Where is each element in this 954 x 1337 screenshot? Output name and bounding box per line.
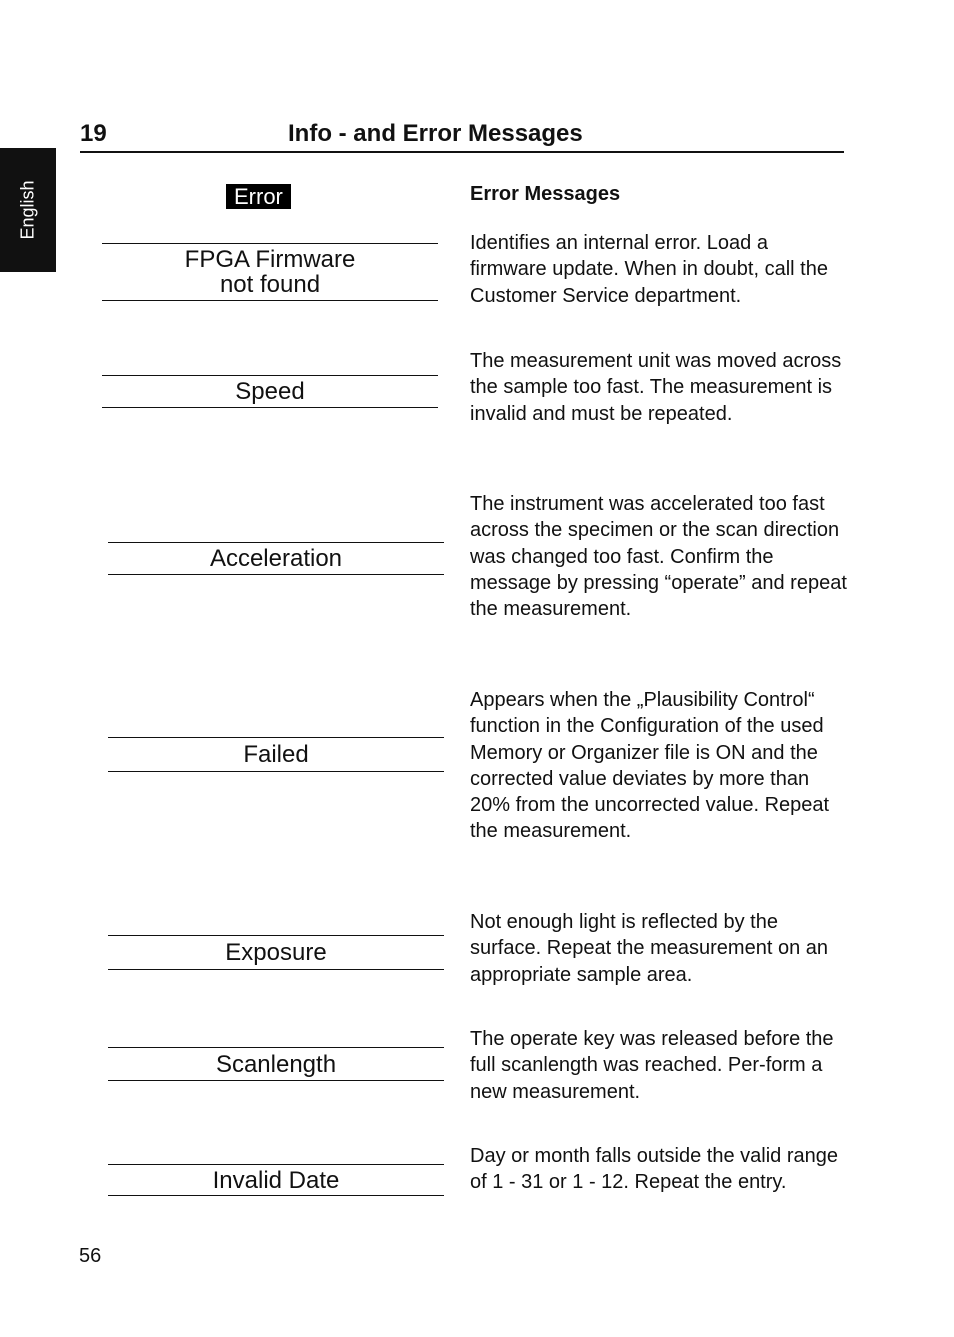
description-scanlength: The operate key was released before the full scanlength was reached. Per-form a new measurement. — [470, 1028, 834, 1103]
chapter-number: 19 — [80, 120, 107, 147]
description-fpga: Identifies an internal error. Load a firmware update. When in doubt, call the Customer Service department. — [470, 232, 828, 307]
error-display-tag: Error — [226, 184, 291, 209]
display-message-scanlength — [108, 1047, 444, 1081]
display-line: FPGA Firmware — [184, 246, 356, 273]
description-invalid-date: Day or month falls outside the valid range of 1 - 31 or 1 - 12. Repeat the entry. — [470, 1145, 838, 1194]
display-message-speed — [102, 375, 438, 408]
display-line: Acceleration — [209, 545, 343, 572]
display-message-fpga — [102, 243, 438, 301]
display-line: Scanlength — [215, 1050, 337, 1078]
header-rule — [80, 151, 844, 153]
display-message-acceleration — [108, 542, 444, 575]
display-line: not found — [219, 271, 321, 298]
display-message-exposure — [108, 935, 444, 970]
chapter-title: Info - and Error Messages — [288, 120, 583, 147]
display-line: Speed — [235, 378, 305, 405]
display-line: Failed — [243, 741, 309, 768]
language-tab — [0, 148, 56, 272]
display-message-failed — [108, 737, 444, 772]
display-line: Exposure — [225, 939, 327, 966]
page-number: 56 — [79, 1245, 102, 1267]
display-line: Invalid Date — [212, 1166, 340, 1194]
description-failed: Appears when the „Plausibility Control“ function in the Configuration of the used Memory or Organizer file is ON and the corrected value deviates by more than 20% from the uncorrected value. Repeat the measurement. — [470, 689, 830, 843]
display-message-invalid-date — [108, 1164, 444, 1196]
description-speed: The measurement unit was moved across the sample too fast. The measurement is invalid and must be repeated. — [470, 350, 842, 425]
section-title: Error Messages — [470, 183, 621, 205]
description-exposure: Not enough light is reflected by the surface. Repeat the measurement on an appropriate sample area. — [470, 911, 828, 986]
language-tab-label: English — [17, 180, 38, 240]
description-acceleration: The instrument was accelerated too fast across the specimen or the scan direction was changed too fast. Confirm the message by pressing “operate” and repeat the measurement. — [470, 493, 847, 621]
